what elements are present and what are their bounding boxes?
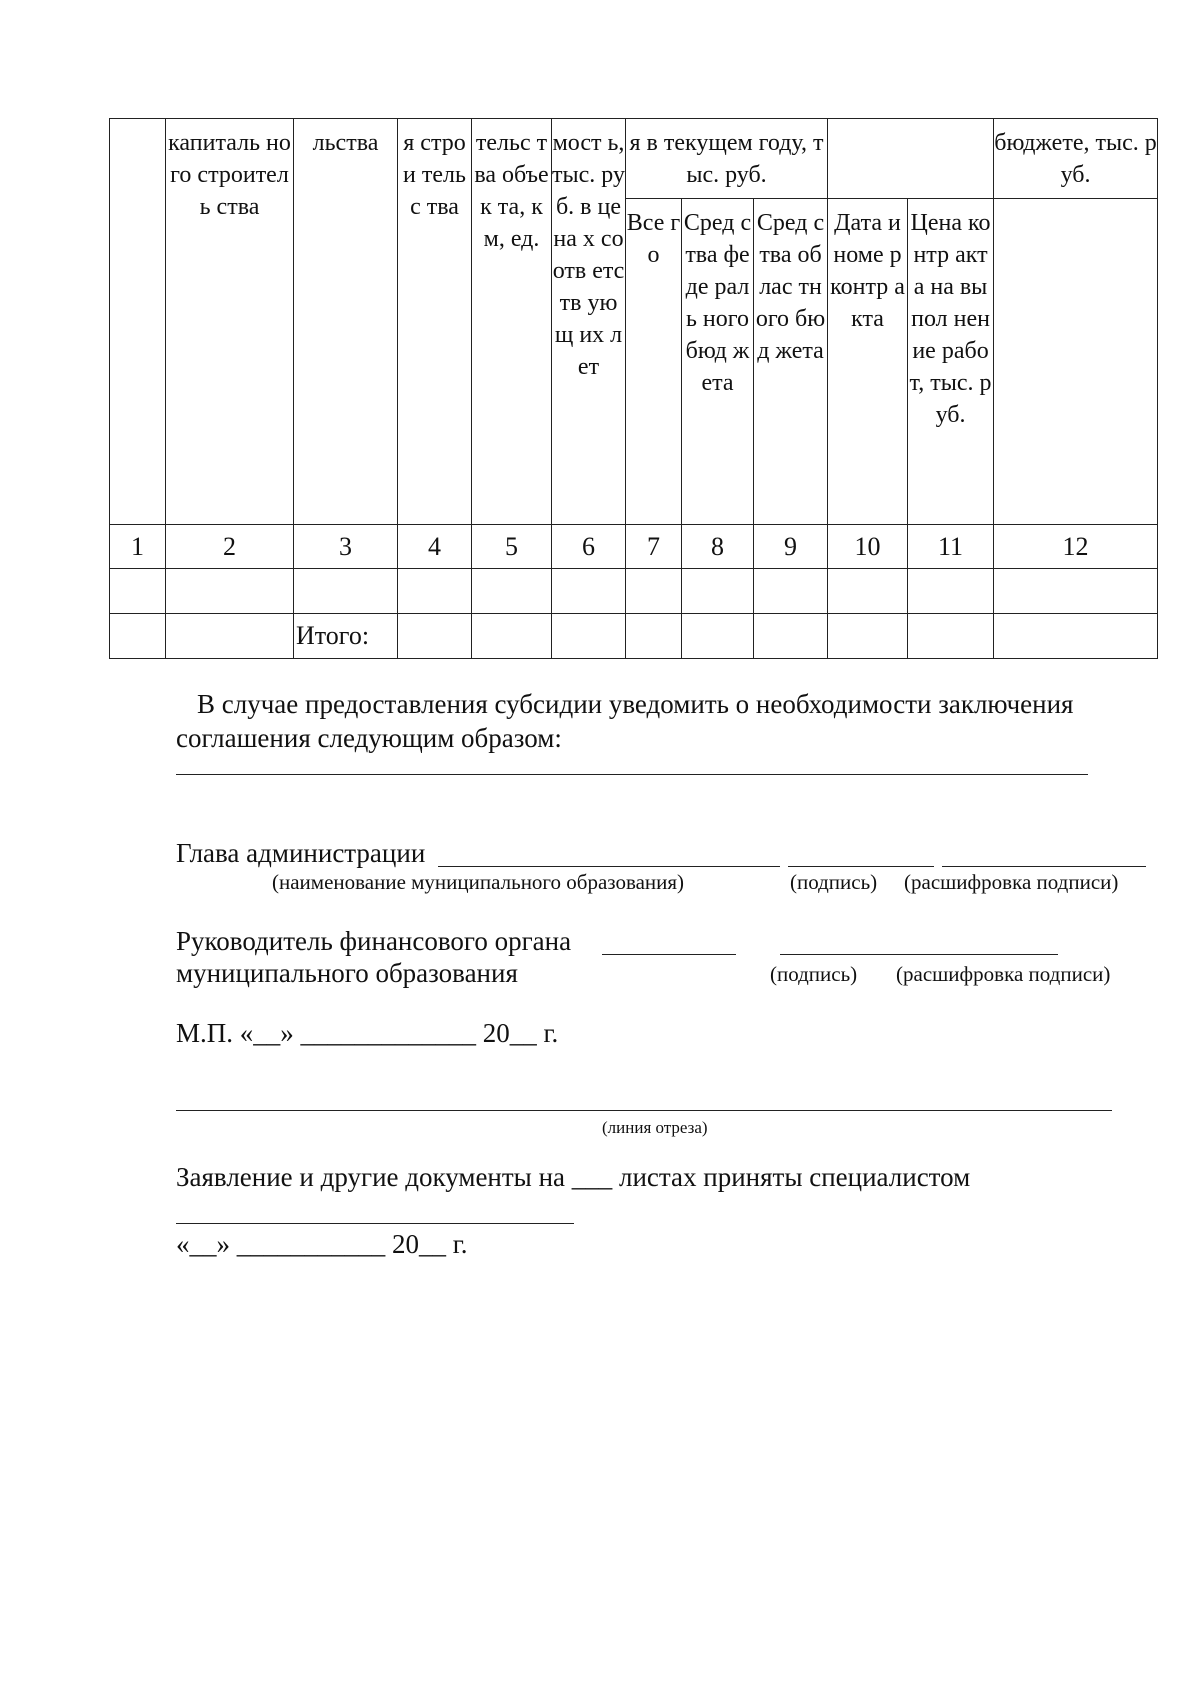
header-cell-4: я строи тельс тва [398, 119, 472, 525]
header-cell-6: мост ь, тыс. руб. в цена х соотв етств ующ их лет [552, 119, 626, 525]
head-caption-sign: (подпись) [790, 870, 878, 894]
header-cell-7: Все го [626, 199, 682, 525]
total-label: Итого: [294, 614, 398, 659]
fill-in-line [176, 774, 1088, 775]
header-cell-5: тельс тва объек та, км, ед. [472, 119, 552, 525]
stamp-date: М.П. «__» _____________ 20__ г. [176, 1018, 559, 1048]
header-cell-3: льства [294, 119, 398, 525]
column-number: 8 [682, 525, 754, 569]
column-number: 10 [828, 525, 908, 569]
column-number: 1 [110, 525, 166, 569]
object-table [109, 118, 1158, 659]
column-number: 2 [166, 525, 294, 569]
specialist-line [176, 1223, 574, 1224]
fin-caption-decode: (расшифровка подписи) [896, 962, 1111, 986]
column-number: 6 [552, 525, 626, 569]
fin-caption-sign: (подпись) [770, 962, 858, 986]
header-cell-12-sub [994, 199, 1158, 525]
header-cell-1 [110, 119, 166, 525]
fin-decode-line [780, 954, 1058, 955]
fin-label-2: муниципального образования [176, 958, 518, 988]
total-row [110, 614, 1158, 659]
header-group-funding: я в текущем году, тыс. руб. [626, 119, 828, 199]
table-header-row [110, 119, 1158, 199]
column-number: 9 [754, 525, 828, 569]
column-number: 5 [472, 525, 552, 569]
cut-line [176, 1110, 1112, 1111]
column-number-row [110, 525, 1158, 569]
header-group-contract [828, 119, 994, 199]
receipt-date: «__» ___________ 20__ г. [176, 1229, 468, 1259]
head-sign-line [788, 866, 934, 867]
fin-name-line [602, 954, 736, 955]
header-cell-9: Сред ства облас тного бюд жета [754, 199, 828, 525]
header-cell-11: Цена контр акта на выпол нение работ, тыс. руб. [908, 199, 994, 525]
header-cell-2: капиталь ного строитель ства [166, 119, 294, 525]
paragraph-line-1: В случае предоставления субсидии уведомить о необходимости заключения [197, 689, 1074, 719]
header-cell-8: Сред ства феде раль ного бюд жета [682, 199, 754, 525]
header-cell-12: бюджете, тыс. руб. [994, 119, 1158, 199]
fin-label-1: Руководитель финансового органа [176, 926, 572, 956]
receipt-line: Заявление и другие документы на ___ листах приняты специалистом [176, 1162, 971, 1192]
table-row [110, 569, 1158, 614]
head-caption-decode: (расшифровка подписи) [904, 870, 1119, 894]
cut-line-caption: (линия отреза) [602, 1118, 708, 1137]
column-number: 4 [398, 525, 472, 569]
column-number: 7 [626, 525, 682, 569]
column-number: 3 [294, 525, 398, 569]
paragraph-line-2: соглашения следующим образом: [176, 723, 562, 753]
column-number: 11 [908, 525, 994, 569]
head-name-line [438, 866, 780, 867]
head-decode-line [942, 866, 1146, 867]
column-number: 12 [994, 525, 1158, 569]
header-cell-10: Дата и номе р контр акта [828, 199, 908, 525]
head-label: Глава администрации [176, 838, 426, 868]
head-caption-name: (наименование муниципального образования) [272, 870, 685, 894]
